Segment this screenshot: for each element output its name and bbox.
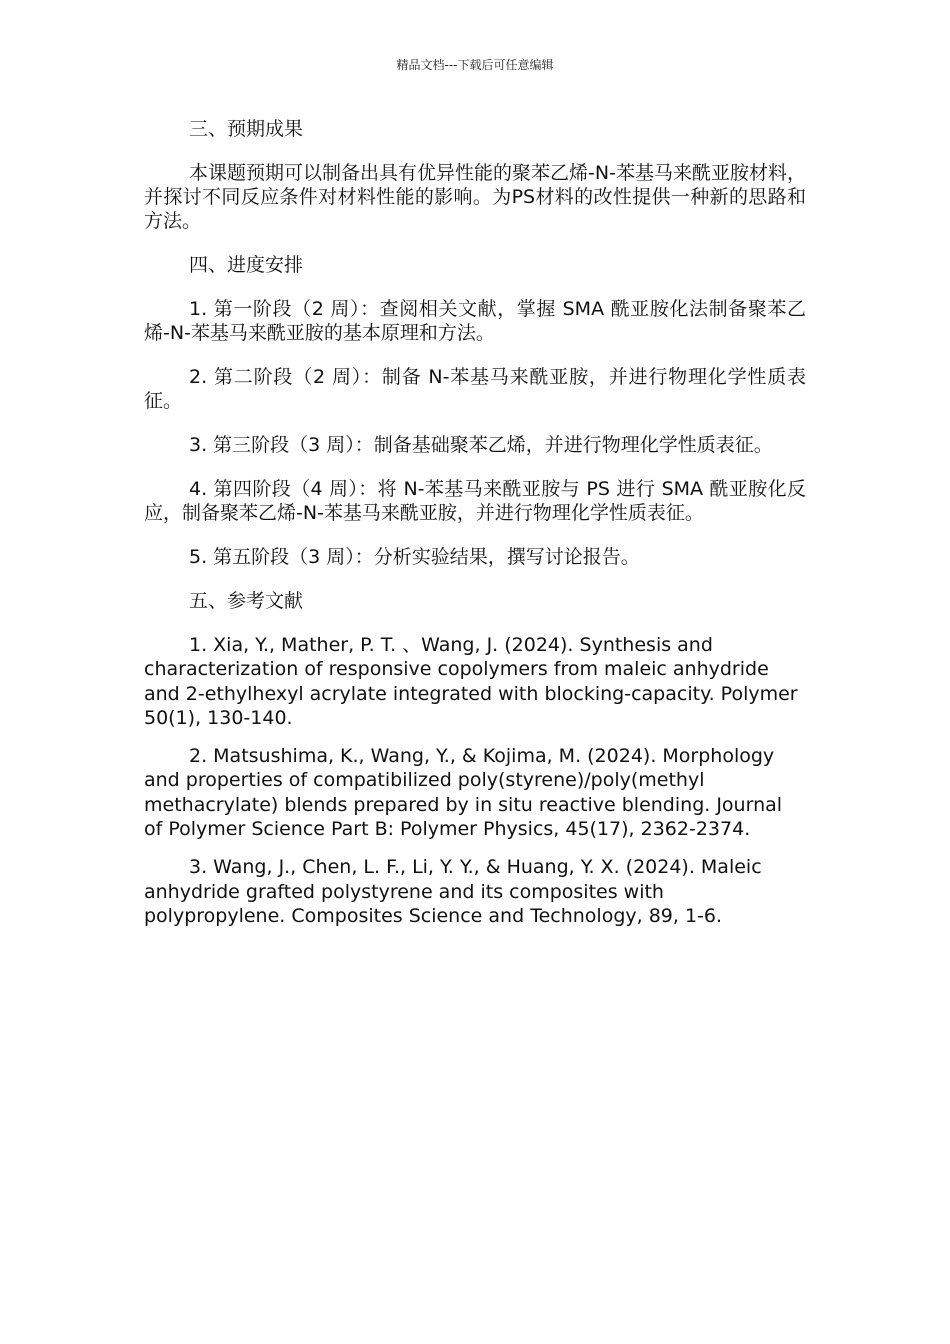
section-heading-expected-results: 三、预期成果 <box>189 118 304 140</box>
expected-results-paragraph: 本课题预期可以制备出具有优异性能的聚苯乙烯-N-苯基马来酰亚胺材料，并探讨不同反应条件对材料性能的影响。为PS材料的改性提供一种新的思路和方法。 <box>144 162 806 232</box>
reference-item: 3. Wang, J., Chen, L. F., Li, Y. Y., & Huang, Y. X. (2024). Maleic anhydride grafted polystyrene and its composites with polypropylene. Composites Science and Technology, 89, 1-6. <box>144 856 762 927</box>
page-header: 精品文档---下载后可任意编辑 <box>396 58 554 72</box>
section-heading-schedule: 四、进度安排 <box>189 254 304 276</box>
schedule-item: 5. 第五阶段（3 周）：分析实验结果，撰写讨论报告。 <box>189 546 640 568</box>
reference-item: 2. Matsushima, K., Wang, Y., & Kojima, M. (2024). Morphology and properties of compatibilized poly(styrene)/poly(methyl methacrylate) blends prepared by in situ reactive blending. Journal of Polymer Science Part B: Polymer Physics, 45(17), 2362-2374. <box>144 745 783 841</box>
schedule-item: 2. 第二阶段（2 周）：制备 N-苯基马来酰亚胺，并进行物理化学性质表征。 <box>144 366 806 412</box>
section-heading-references: 五、参考文献 <box>189 590 304 612</box>
reference-item: 1. Xia, Y., Mather, P. T. 、Wang, J. (2024). Synthesis and characterization of responsive copolymers from maleic anhydride and 2-ethylhexyl acrylate integrated with blocking-capacity. Polymer 50(1), 130-140. <box>144 634 798 729</box>
schedule-item: 4. 第四阶段（4 周）：将 N-苯基马来酰亚胺与 PS 进行 SMA 酰亚胺化反应，制备聚苯乙烯-N-苯基马来酰亚胺，并进行物理化学性质表征。 <box>144 478 806 524</box>
schedule-item: 3. 第三阶段（3 周）：制备基础聚苯乙烯，并进行物理化学性质表征。 <box>189 434 773 456</box>
schedule-item: 1. 第一阶段（2 周）：查阅相关文献，掌握 SMA 酰亚胺化法制备聚苯乙烯-N-苯基马来酰亚胺的基本原理和方法。 <box>144 298 806 344</box>
document-body <box>144 115 806 928</box>
